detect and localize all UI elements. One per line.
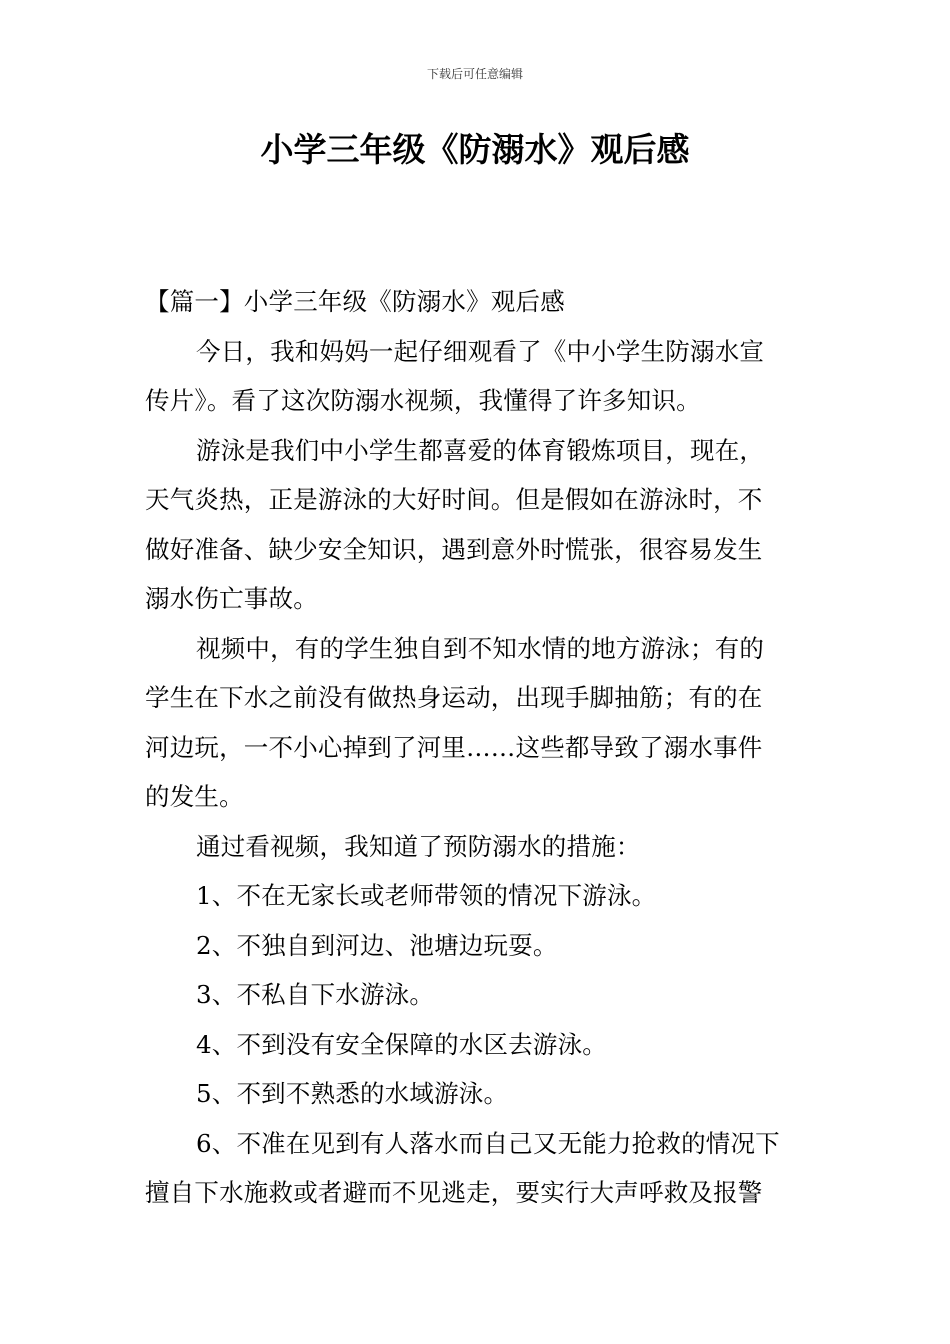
paragraph-line: 传片》。看了这次防溺水视频，我懂得了许多知识。 [145, 386, 701, 415]
paragraph-line: 的发生。 [145, 782, 244, 811]
list-item: 3、不私自下水游泳。 [196, 980, 435, 1009]
document-body [145, 277, 810, 1218]
list-item: 2、不独自到河边、池塘边玩耍。 [196, 930, 558, 960]
paragraph-line: 今日，我和妈妈一起仔细观看了《中小学生防溺水宣 [196, 336, 765, 366]
list-item: 5、不到不熟悉的水域游泳。 [196, 1079, 509, 1108]
paragraph-line: 游泳是我们中小学生都喜爱的体育锻炼项目，现在， [196, 435, 765, 465]
list-item: 1、不在无家长或老师带领的情况下游泳。 [196, 881, 657, 910]
paragraph-line: 河边玩，一不小心掉到了河里……这些都导致了溺水事件 [145, 732, 763, 762]
paragraph-line: 学生在下水之前没有做热身运动，出现手脚抽筋；有的在 [145, 683, 763, 712]
paragraph-line: 视频中，有的学生独自到不知水情的地方游泳；有的 [196, 633, 765, 663]
header-note: 下载后可任意编辑 [426, 67, 523, 81]
paragraph-line: 溺水伤亡事故。 [145, 584, 318, 613]
paragraph-line: 做好准备、缺少安全知识，遇到意外时慌张，很容易发生 [145, 534, 763, 564]
document-title: 小学三年级《防溺水》观后感 [260, 130, 690, 169]
section-heading: 【篇一】小学三年级《防溺水》观后感 [145, 287, 565, 316]
list-item-continuation: 擅自下水施救或者避而不见逃走，要实行大声呼救及报警 [145, 1178, 763, 1207]
list-item: 4、不到没有安全保障的水区去游泳。 [196, 1029, 607, 1059]
paragraph-line: 天气炎热，正是游泳的大好时间。但是假如在游泳时，不 [145, 485, 763, 514]
list-item: 6、不准在见到有人落水而自己又无能力抢救的情况下 [196, 1128, 780, 1158]
paragraph-line: 通过看视频，我知道了预防溺水的措施： [196, 831, 641, 861]
